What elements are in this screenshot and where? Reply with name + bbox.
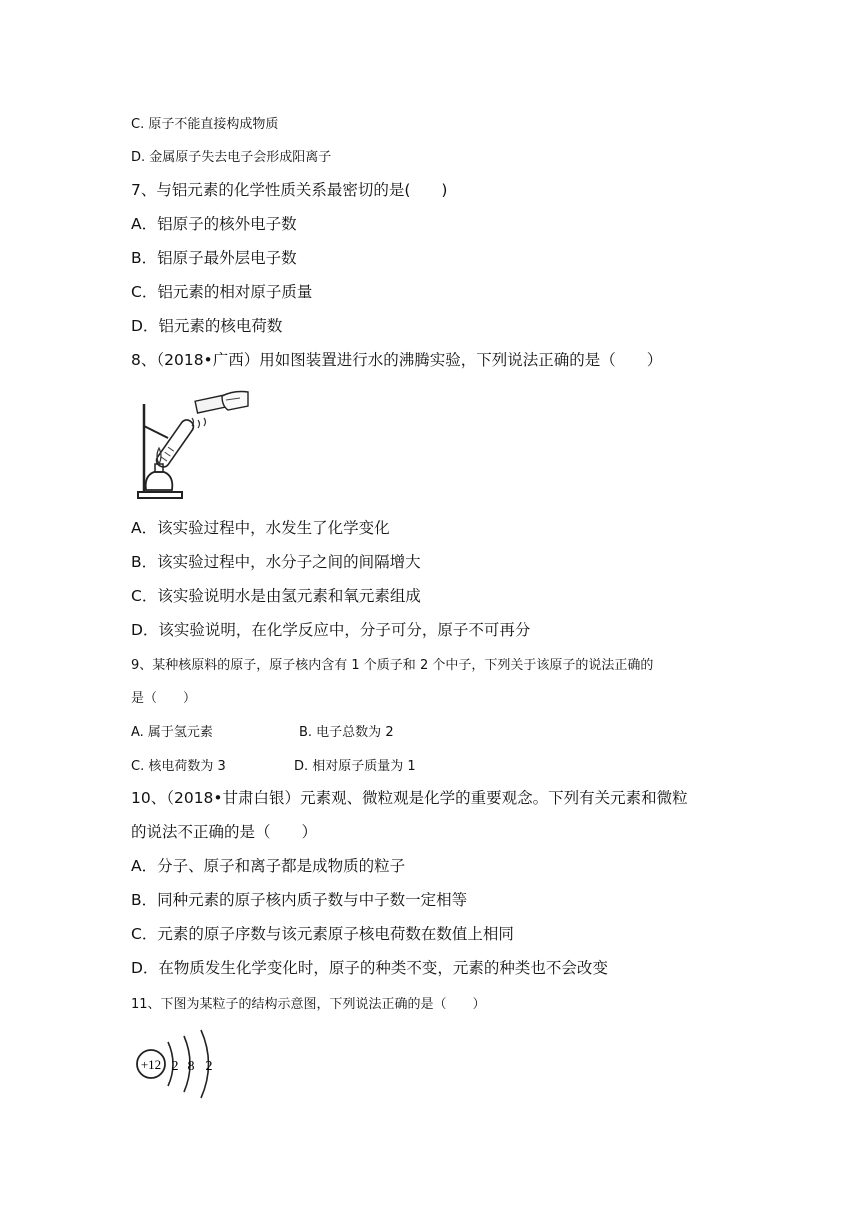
q8-stem: 8、（2018•广西）用如图装置进行水的沸腾实验，下列说法正确的是（ ） — [131, 351, 663, 369]
q10-option-d: D．在物质发生化学变化时，原子的种类不变，元素的种类也不会改变 — [131, 959, 608, 977]
shell-3-electrons: 2 — [205, 1059, 213, 1074]
q11-stem: 11、下图为某粒子的结构示意图，下列说法正确的是（ ） — [131, 997, 486, 1012]
q10-stem-line1: 10、（2018•甘肃白银）元素观、微粒观是化学的重要观念。下列有关元素和微粒 — [131, 789, 688, 807]
boiling-water-apparatus-figure — [134, 386, 252, 504]
q8-option-b: B．该实验过程中，水分子之间的间隔增大 — [131, 553, 421, 571]
q8-option-d: D．该实验说明，在化学反应中，分子可分，原子不可再分 — [131, 621, 531, 639]
q10-option-a: A．分子、原子和离子都是成物质的粒子 — [131, 857, 406, 875]
q6-option-d: D. 金属原子失去电子会形成阳离子 — [131, 150, 332, 165]
q9-option-d: D. 相对原子质量为 1 — [294, 759, 416, 774]
q7-option-a: A．铝原子的核外电子数 — [131, 215, 297, 233]
q9-option-b: B. 电子总数为 2 — [299, 725, 394, 740]
shell-1-electrons: 2 — [171, 1059, 179, 1074]
q8-option-c: C．该实验说明水是由氢元素和氧元素组成 — [131, 587, 421, 605]
q6-option-c: C. 原子不能直接构成物质 — [131, 117, 279, 132]
shell-2-electrons: 8 — [187, 1059, 195, 1074]
atomic-structure-diagram — [134, 1026, 224, 1102]
q7-option-c: C．铝元素的相对原子质量 — [131, 283, 313, 301]
q9-option-a: A. 属于氢元素 — [131, 725, 213, 740]
nucleus-charge-label: +12 — [140, 1057, 162, 1072]
q10-option-c: C．元素的原子序数与该元素原子核电荷数在数值上相同 — [131, 925, 514, 943]
q7-stem: 7、与铝元素的化学性质关系最密切的是( ) — [131, 181, 448, 199]
q10-stem-line2: 的说法不正确的是（ ） — [131, 823, 318, 841]
q8-option-a: A．该实验过程中，水发生了化学变化 — [131, 519, 390, 537]
q7-option-b: B．铝原子最外层电子数 — [131, 249, 297, 267]
q9-option-c: C. 核电荷数为 3 — [131, 759, 226, 774]
q9-stem-line2: 是（ ） — [131, 691, 197, 706]
q10-option-b: B．同种元素的原子核内质子数与中子数一定相等 — [131, 891, 468, 909]
q7-option-d: D．铝元素的核电荷数 — [131, 317, 283, 335]
q9-stem-line1: 9、某种核原料的原子，原子核内含有 1 个质子和 2 个中子，下列关于该原子的说法正确的 — [131, 658, 654, 673]
